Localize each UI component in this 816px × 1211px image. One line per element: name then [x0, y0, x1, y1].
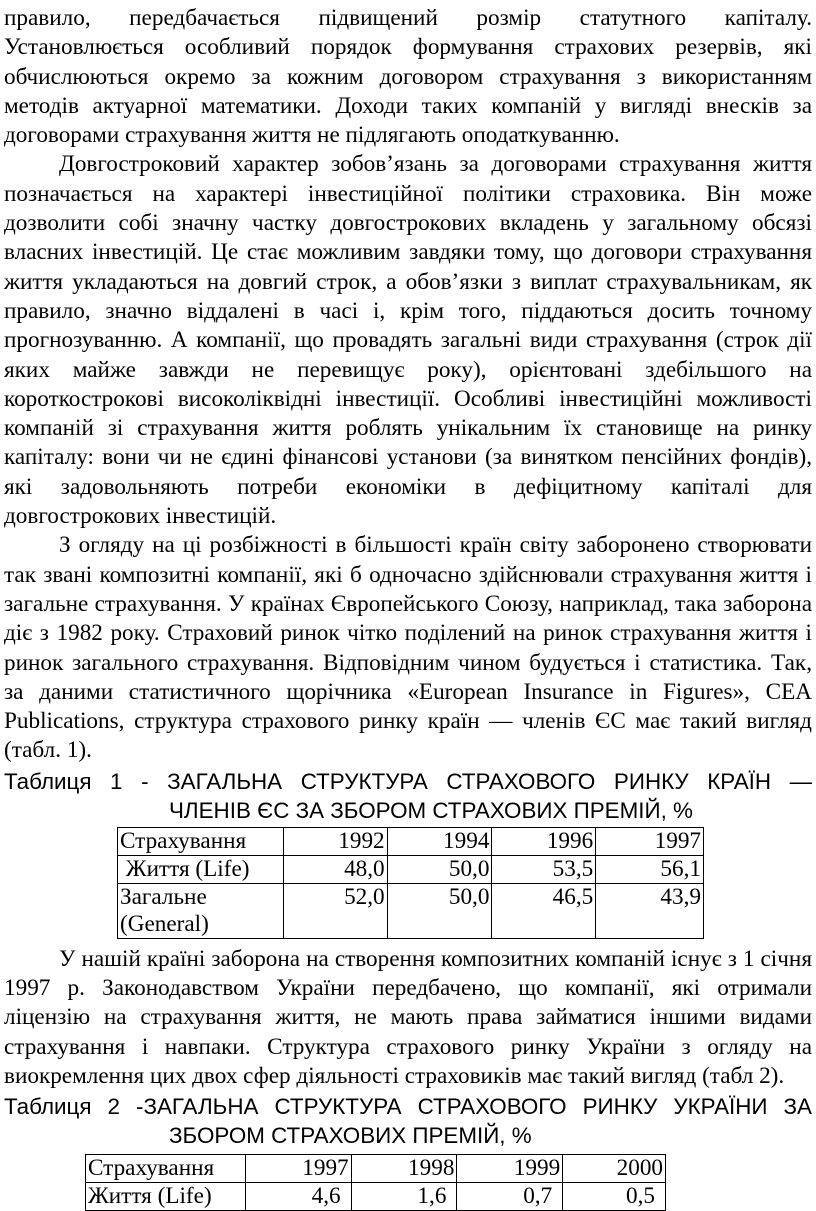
table-2 [85, 1154, 666, 1211]
table-row [118, 855, 704, 883]
table-header-cell: 1998 [351, 1155, 457, 1183]
table-cell: Загальне (General) [118, 883, 284, 938]
table-1-caption-line-1: Таблиця 1 - ЗАГАЛЬНА СТРУКТУРА СТРАХОВОГО РИНКУ КРАЇН — [4, 768, 812, 794]
document-page [4, 0, 812, 1211]
table-2-caption [4, 1092, 812, 1150]
paragraph-3: З огляду на ці розбіжності в більшості країн світу заборонено створювати так звані композитні компанії, які б одночасно здійснювали страхування життя і загальне страхування. У країнах Європейського Союзу, наприклад, така заборона діє з 1982 року. Страховий ринок чітко поділений на ринок страхування життя і ринок загального страхування. Відповідним чином будується і статистика. Так, за даними статистичного щорічника «European Insurance in Figures», CEA Publications, структура страхового ринку країн — членів ЄС має такий вигляд (табл. 1). [4, 532, 812, 764]
table-header-row [118, 827, 704, 855]
table-cell: Життя (Life) [118, 855, 284, 883]
paragraph-2: Довгостроковий характер зобов’язань за договорами страхування життя позначається на характері інвестиційної політики страховика. Він може дозволити собі значну частку довгострокових вкладень у загальному обсязі власних інвестицій. Це стає можливим завдяки тому, що договори страхування життя укладаються на довгий строк, а обов’язки з виплат страхувальникам, як правило, значно віддалені в часі і, крім того, піддаються досить точному прогнозуванню. А компанії, що провадять загальні види страхування (строк дії яких майже завжди не перевищує року), орієнтовані здебільшого на короткострокові високоліквідні інвестиції. Особливі інвестиційні можливості компаній зі страхування життя роблять унікальним їх становище на ринку капіталу: вони чи не єдині фінансові установи (за винятком пенсійних фондів), які задовольняють потреби економіки в дефіцитному капіталі для довгострокових інвестицій. [4, 151, 812, 530]
paragraph-1: правило, передбачається підвищений розмір статутного капіталу. Установлюється особливий порядок формування страхових резервів, які обчислюються окремо за кожним договором страхування з використанням методів актуарної математики. Доходи таких компаній у вигляді внесків за договорами страхування життя не підлягають оподаткуванню. [4, 5, 812, 149]
table-cell: 0,5 [563, 1183, 666, 1211]
table-2-caption-line-2: ЗБОРОМ СТРАХОВИХ ПРЕМІЙ, % [169, 1123, 532, 1149]
table-cell: 4,6 [245, 1183, 351, 1211]
table-header-cell: 1992 [283, 827, 387, 855]
table-1 [117, 827, 704, 939]
table-2-caption-line-1: Таблиця 2 -ЗАГАЛЬНА СТРУКТУРА СТРАХОВОГО РИНКУ УКРАЇНИ ЗА [4, 1094, 812, 1120]
paragraph-4: У нашій країні заборона на створення композитних компаній існує з 1 січня 1997 р. Законодавством України передбачено, що компанії, які отримали ліцензію на страхування життя, не мають права займатися іншими видами страхування і навпаки. Структура страхового ринку України з огляду на виокремлення цих двох сфер діяльності страховиків має такий вигляд (табл 2). [4, 945, 812, 1089]
table-header-cell: 1999 [457, 1155, 563, 1183]
table-cell: 52,0 [283, 883, 387, 938]
table-cell: 0,7 [457, 1183, 563, 1211]
table-header-cell: Страхування [118, 827, 284, 855]
table-header-cell: 2000 [563, 1155, 666, 1183]
table-header-cell: 1996 [492, 827, 596, 855]
table-cell: 1,6 [351, 1183, 457, 1211]
table-header-cell: Страхування [86, 1155, 246, 1183]
table-row [118, 883, 704, 938]
table-cell: Життя (Life) [86, 1183, 246, 1211]
table-header-cell: 1994 [387, 827, 492, 855]
table-cell: 56,1 [596, 855, 704, 883]
table-cell: 53,5 [492, 855, 596, 883]
table-cell: 43,9 [596, 883, 704, 938]
table-row [86, 1183, 666, 1211]
table-1-caption-line-2: ЧЛЕНІВ ЄС ЗА ЗБОРОМ СТРАХОВИХ ПРЕМІЙ, % [169, 797, 693, 823]
table-header-cell: 1997 [596, 827, 704, 855]
table-cell: 50,0 [387, 883, 492, 938]
table-cell: 46,5 [492, 883, 596, 938]
table-header-row [86, 1155, 666, 1183]
table-1-caption [4, 767, 812, 825]
table-cell: 50,0 [387, 855, 492, 883]
table-header-cell: 1997 [245, 1155, 351, 1183]
table-cell: 48,0 [283, 855, 387, 883]
